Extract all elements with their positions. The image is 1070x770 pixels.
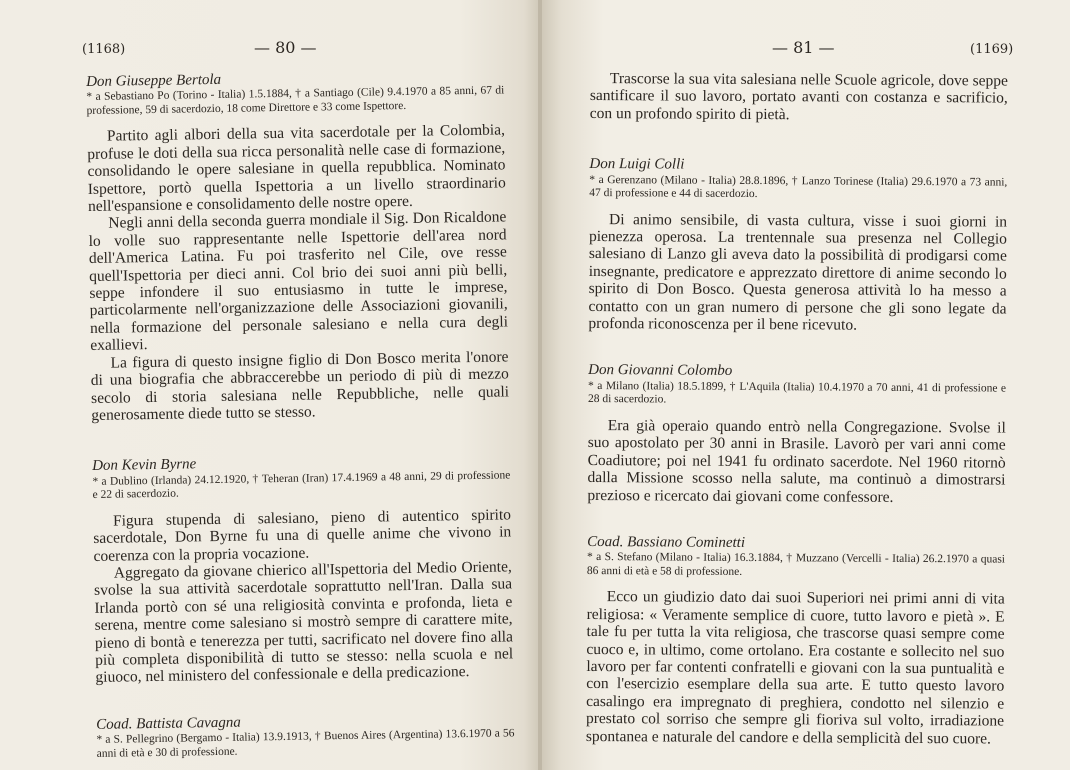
entry-paragraph: La figura di questo insigne figlio di Don Bosco merita l'onore di una biografia che abbraccerebbe un periodo di più di mezzo secolo di storia salesiana nelle Repubbliche, nelle quali generosamente diede tutto se stesso. xyxy=(90,348,510,424)
entry-meta: * a S. Stefano (Milano - Italia) 16.3.1884, † Muzzano (Vercelli - Italia) 26.2.1970 a quasi 86 anni di età e 58 di professione. xyxy=(586,551,1006,578)
entry-name: Coad. Battista Cavagna xyxy=(96,714,241,733)
right-page xyxy=(540,0,1070,770)
entry-paragraph: Negli anni della seconda guerra mondiale il Sig. Don Ricaldone lo volle suo rappresentante nelle Ispettorie dell'area nord dell'America Latina. Fu poi trasferito nel Cile, ove resse quell'Ispettoria per dieci anni. Col brio dei suoi anni più belli, seppe infondere il suo entusiasmo in tutte le imprese, particolarmente nell'organizzazione delle Associazioni giovanili, nella formazione del personale salesiano e nella cura degli exallievi. xyxy=(88,208,509,355)
left-page-number: — 80 — xyxy=(254,38,317,57)
entry-meta: * a Gerenzano (Milano - Italia) 28.8.1896, † Lanzo Torinese (Italia) 29.6.1970 a 73 anni, 47 di professione e 44 di sacerdozio. xyxy=(589,173,1008,201)
continued-paragraph: Trascorse la sua vita salesiana nelle Scuole agricole, dove seppe santificare il suo lavoro, portato avanti con costanza e sacrificio, con un profondo spirito di pietà. xyxy=(589,70,1008,124)
entry-name: Don Giuseppe Bertola xyxy=(86,71,222,90)
entry-paragraph: Di animo sensibile, di vasta cultura, visse i suoi giorni in pienezza operosa. La trentennale sua presenza nel Collegio salesiano di Lanzo gli aveva dato la possibilità di prodigarsi come insegnante, predicatore e apprezzato direttore di anime secondo lo spirito di Don Bosco. Questa generosa attività lo ha messo a contatto con un gran numero di persone che gli sono legate da profonda riconoscenza per il bene ricevuto. xyxy=(588,210,1008,334)
entry-paragraph: Aggregato da giovane chierico all'Ispettoria del Medio Oriente, svolse la sua attività sacerdotale soprattutto nell'Iran. Dalla sua Irlanda portò con sé una religiosità convinta e profonda, lieta e serena, mentre come salesiano si mostrò sempre di carattere mite, pieno di bontà e tenerezza per tutti, sacrificato nel dovere fino alla più completa disponibilità di tutto se stesso: nella scuola e nel giuoco, nel ministero del confessionale e della predicazione. xyxy=(93,558,514,687)
book-gutter xyxy=(538,0,542,770)
obituary-entry xyxy=(586,534,1005,748)
entry-name: Don Luigi Colli xyxy=(589,156,685,173)
right-page-number: — 81 — xyxy=(772,38,835,57)
obituary-entry xyxy=(96,710,515,761)
entry-meta: * a Milano (Italia) 18.5.1899, † L'Aquila (Italia) 10.4.1970 a 70 anni, 41 di professione e 28 di sacerdozio. xyxy=(587,379,1007,406)
right-page-body xyxy=(586,70,1008,748)
entry-meta: * a Dublino (Irlanda) 24.12.1920, † Teheran (Iran) 17.4.1969 a 48 anni, 29 di professione e 22 di sacerdozio. xyxy=(92,469,511,502)
obituary-entry xyxy=(92,452,514,687)
left-page-body xyxy=(86,67,515,770)
obituary-entry xyxy=(86,67,509,424)
right-page-header: (1169) xyxy=(970,42,1014,57)
entry-name: Don Kevin Byrne xyxy=(92,456,197,475)
entry-meta: * a Sebastiano Po (Torino - Italia) 1.5.1884, † a Santiago (Cile) 9.4.1970 a 85 anni, 67 di professione, 59 di sacerdozio, 18 come Direttore e 33 come Ispettore. xyxy=(86,84,505,117)
obituary-entry xyxy=(587,362,1006,506)
entry-name: Don Giovanni Colombo xyxy=(588,362,733,380)
entry-paragraph: Ecco un giudizio dato dai suoi Superiori nei primi anni di vita religiosa: « Veramente semplice di cuore, tutto lavoro e pietà ». E tale fu per tutta la vita religiosa, che trascorse quasi sempre come cuoco e, in ultimo, come ortolano. Era costante e sollecito nel suo lavoro per far contenti confratelli e giovani con la sua puntualità e con l'esercizio esemplare della sua arte. E tutto questo lavoro casalingo era impregnato di preghiera, condotto nel silenzio e prestato col sorriso che sempre gli fioriva sul volto, irradiazione spontanea e naturale del candore e della semplicità del suo cuore. xyxy=(585,588,1005,748)
entry-paragraph: Figura stupenda di salesiano, pieno di autentico spirito sacerdotale, Don Byrne fu una di quelle anime che vivono in coerenza con la propria vocazione. xyxy=(93,506,512,565)
entry-name: Coad. Bassiano Cominetti xyxy=(587,533,746,551)
entry-paragraph: Era già operaio quando entrò nella Congregazione. Svolse il suo apostolato per 30 anni in Brasile. Lavorò per vari anni come Coadiutore; poi nel 1941 fu ordinato sacerdote. Nel 1960 ritornò dalla Missione scosso nella salute, ma continuò a dimostrarsi prezioso e ricercato dai giovani come confessore. xyxy=(587,416,1006,506)
entry-meta: * a S. Pellegrino (Bergamo - Italia) 13.9.1913, † Buenos Aires (Argentina) 13.6.1970 a 56 anni di età e 30 di professione. xyxy=(96,727,515,760)
obituary-entry xyxy=(588,156,1007,335)
left-page-header: (1168) xyxy=(82,42,126,57)
entry-paragraph: Partito agli albori della sua vita sacerdotale per la Colombia, profuse le doti della sua ricca personalità nelle case di formazione, consolidando le opere salesiane in quella repubblica. Nominato Ispettore, portò quella Ispettoria a un livello straordinario nell'espansione e consolidamento delle nostre opere. xyxy=(87,121,506,216)
